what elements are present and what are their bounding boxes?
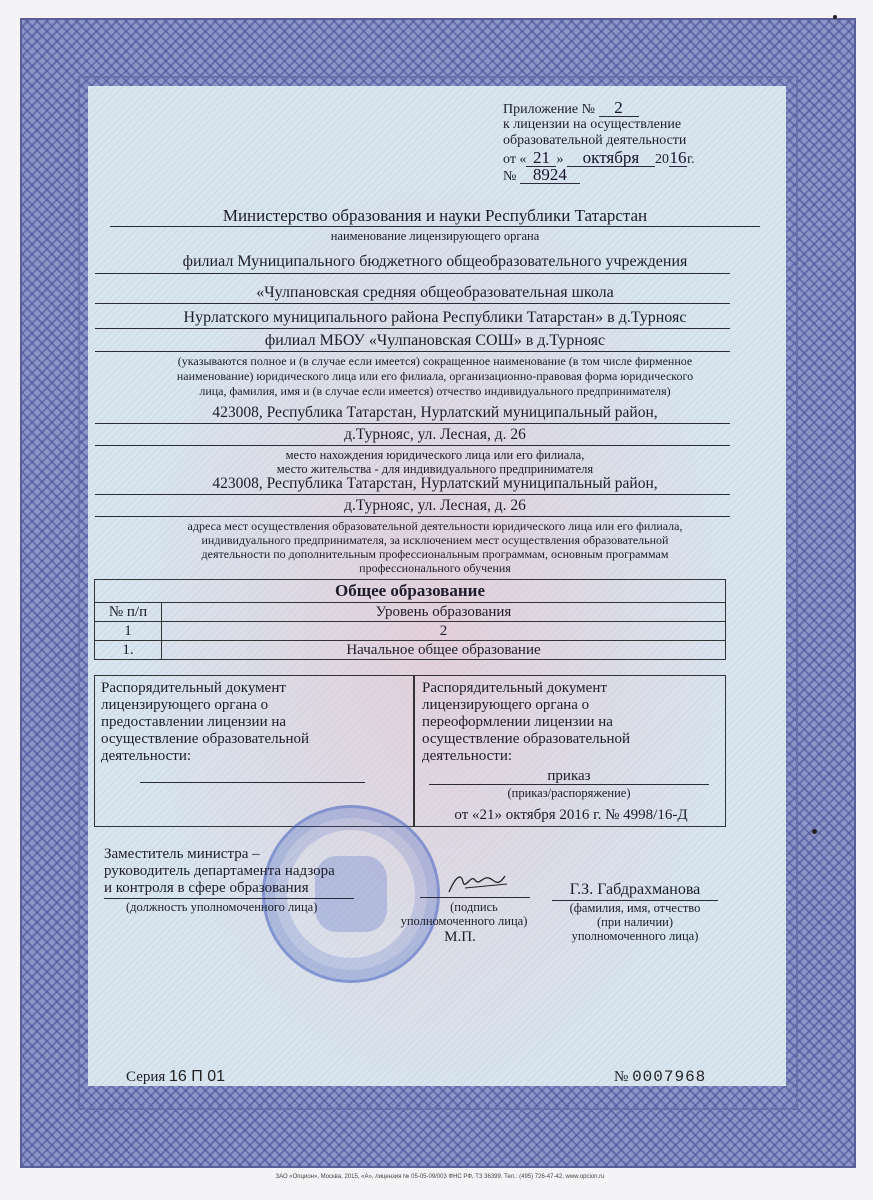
series-row [126,1068,225,1086]
licensee-line1: филиал Муниципального бюджетного общеобразовательного учреждения [182,253,688,270]
date-prefix: от « [503,152,527,167]
grant-doc-line2: лицензирующего органа о [101,697,269,713]
name-caption-1: (фамилия, имя, отчество [569,901,701,915]
handwritten-signature [445,868,515,898]
position-line3: и контроля в сфере образования [104,880,309,896]
activity-caption3: деятельности по дополнительным профессиональным программам, основным программам [201,547,669,561]
series-label: Серия [126,1069,166,1085]
table-row [95,641,726,660]
appendix-number-row [503,167,580,185]
authority-underline [110,226,760,227]
table-title-row [95,580,726,603]
series-value: 16 П 01 [169,1068,226,1085]
licensee-underline-2 [95,303,730,304]
table-title: Общее образование [95,580,726,603]
license-number: 8924 [520,167,580,184]
reissue-doc-text [422,680,630,765]
index-cell-1: 1 [95,622,162,641]
location-line2: д.Турнояс, ул. Лесная, д. 26 [344,426,526,443]
activity-address-line2: д.Турнояс, ул. Лесная, д. 26 [344,497,526,514]
appendix-number: 2 [599,100,639,117]
licensee-caption3: лица, фамилия, имя и (в случае если имеется) отчество индивидуального предпринимателя) [199,384,671,398]
licensee-line3: Нурлатского муниципального района Республики Татарстан» в д.Турнояс [183,309,687,326]
reissue-doc-line3: переоформлении лицензии на [422,714,613,730]
licensee-line2: «Чулпановская средняя общеобразовательная школа [256,284,614,301]
reissue-doc-line5: деятельности: [422,748,513,764]
education-levels-table [94,579,726,660]
name-caption-2: (при наличии) [596,915,674,929]
col-number-header: № п/п [95,603,162,622]
form-number: 0007968 [632,1068,707,1086]
position-underline [104,898,354,899]
punch-mark-top [833,15,837,19]
punch-mark [812,829,817,834]
table-header-row [95,603,726,622]
location-underline-2 [95,445,730,446]
licensee-caption2: наименование) юридического лица или его филиала, организационно-правовая форма юридического [176,369,694,383]
date-mid: » [556,152,564,167]
location-underline-1 [95,423,730,424]
activity-caption2: индивидуального предпринимателя, за исключением мест осуществления образовательной [201,533,669,547]
location-line1: 423008, Республика Татарстан, Нурлатский муниципальный район, [212,404,658,421]
grant-doc-text [101,680,309,765]
licensee-underline-1 [95,273,730,274]
grant-doc-line1: Распорядительный документ [101,680,286,696]
location-caption1: место нахождения юридического лица или его филиала, [285,448,585,462]
location-caption2: место жительства - для индивидуального предпринимателя [276,462,594,476]
col-level-header: Уровень образования [162,603,726,622]
signatory-position [104,846,335,897]
appendix-label-row [503,100,639,118]
grant-document-box [94,675,414,827]
row-number: 1. [95,641,162,660]
name-caption-3: уполномоченного лица) [571,929,699,943]
activity-address-line1: 423008, Республика Татарстан, Нурлатский муниципальный район, [212,475,658,492]
position-line2: руководитель департамента надзора [104,863,335,879]
grant-doc-line4: осуществление образовательной [101,731,309,747]
seal-place-label: М.П. [444,929,476,945]
table-index-row [95,622,726,641]
appendix-date-row [503,150,695,168]
year-suffix: г. [686,152,695,167]
signature-caption-2: уполномоченного лица) [400,914,528,928]
activity-caption1: адреса мест осуществления образовательной деятельности юридического лица или его филиала, [187,519,683,533]
appendix-year: 16 [669,148,687,167]
appendix-month: октября [567,150,655,167]
license-num-label: № [503,169,517,184]
signatory-name: Г.З. Габдрахманова [569,881,701,898]
printer-note: ЗАО «Опцион», Москва, 2015, «А», лицензия № 05-05-09/003 ФНС РФ, ТЗ 36399. Тел.: (495) 726-47-42, www.opcion.ru [275,1174,605,1180]
reissue-doc-line1: Распорядительный документ [422,680,607,696]
grant-doc-line3: предоставлении лицензии на [101,714,287,730]
appendix-label: Приложение № [503,102,595,117]
reissue-doc-type-caption: (приказ/распоряжение) [507,786,631,800]
authority-name: Министерство образования и науки Республики Татарстан [222,206,648,225]
form-number-label: № [614,1069,629,1085]
reissue-doc-line4: осуществление образовательной [422,731,630,747]
appendix-day: 21 [526,150,556,167]
form-number-row [614,1068,706,1086]
signature-underline [420,897,530,898]
index-cell-2: 2 [162,622,726,641]
position-caption: (должность уполномоченного лица) [126,900,318,914]
activity-underline-2 [95,516,730,517]
appendix-line3: образовательной деятельности [503,133,687,148]
licensee-underline-4 [95,351,730,352]
authority-caption: наименование лицензирующего органа [330,229,540,243]
reissue-doc-type: приказ [429,768,709,785]
grant-doc-line5: деятельности: [101,748,192,764]
licensee-caption1: (указываются полное и (в случае если имеется) сокращенное наименование (в том числе фирменное [177,354,693,368]
position-line1: Заместитель министра – [104,846,260,862]
reissue-doc-line2: лицензирующего органа о [422,697,590,713]
activity-underline-1 [95,494,730,495]
signature-caption-1: (подпись [450,900,498,914]
year-prefix: 20 [654,152,669,167]
licensee-underline-3 [95,328,730,329]
activity-caption4: профессионального обучения [359,561,511,575]
row-level: Начальное общее образование [162,641,726,660]
grant-doc-blank-line [140,782,365,783]
reissue-order-line: от «21» октября 2016 г. № 4998/16-Д [454,807,688,823]
licensee-line4: филиал МБОУ «Чулпановская СОШ» в д.Турнояс [264,332,606,349]
reissue-document-box [414,675,726,827]
appendix-line2: к лицензии на осуществление [503,117,682,132]
